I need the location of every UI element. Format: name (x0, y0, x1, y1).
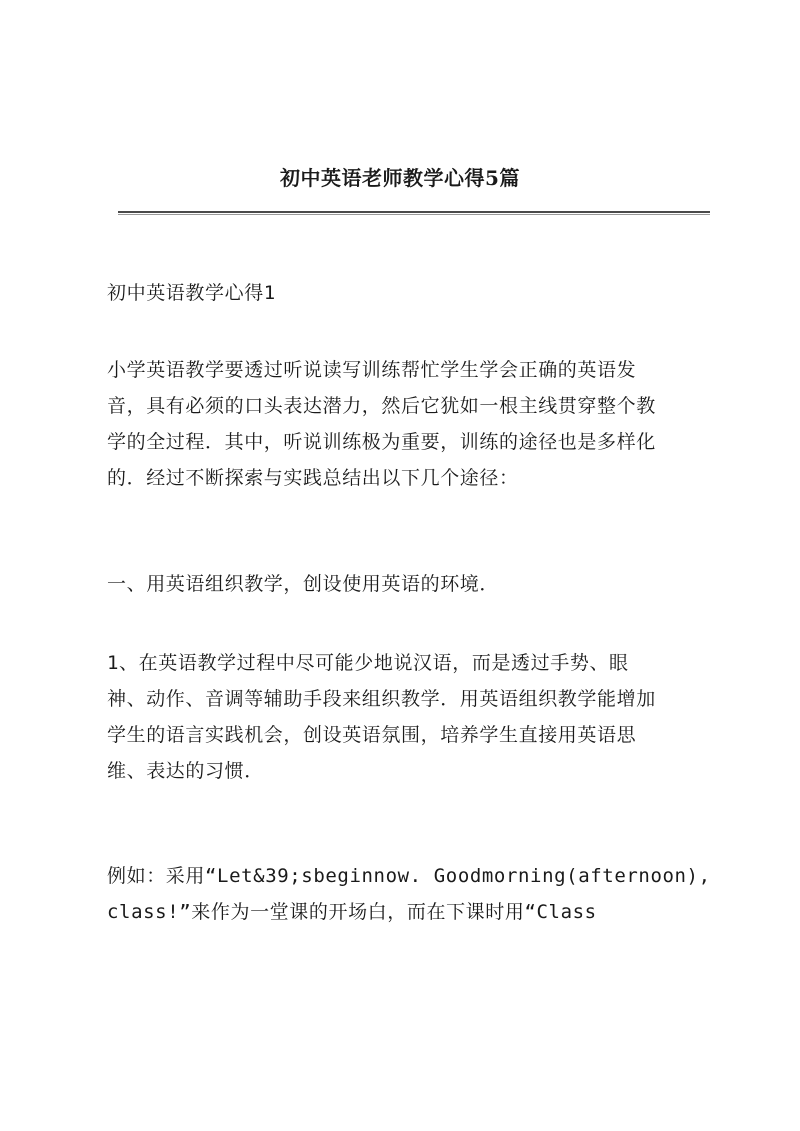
text-line: 学生的语言实践机会，创设英语氛围，培养学生直接用英语思 (107, 724, 637, 746)
text-line: 小学英语教学要透过听说读写训练帮忙学生学会正确的英语发 (107, 359, 637, 381)
text-line: 的．经过不断探索与实践总结出以下几个途径： (107, 467, 519, 489)
paragraph-intro (107, 352, 707, 496)
paragraph-point-one (107, 645, 707, 789)
section-heading: 初中英语教学心得1 (107, 282, 276, 304)
text-line: 维、表达的习惯． (107, 760, 264, 782)
title-divider (118, 211, 710, 215)
text-line: 音，具有必须的口头表达潜力，然后它犹如一根主线贯穿整个教 (107, 395, 656, 417)
text-line: 1、在英语教学过程中尽可能少地说汉语，而是透过手势、眼 (107, 652, 629, 674)
page-title: 初中英语老师教学心得5篇 (280, 166, 520, 190)
paragraph-example (107, 858, 711, 930)
text-line: 一、用英语组织教学，创设使用英语的环境． (107, 573, 500, 595)
paragraph-heading-one (107, 566, 707, 602)
text-line: 神、动作、音调等辅助手段来组织教学．用英语组织教学能增加 (107, 688, 656, 710)
text-line: 例如：采用“Let&39;sbeginnow. Goodmorning(afternoon), (107, 865, 711, 887)
text-line: 学的全过程．其中，听说训练极为重要，训练的途径也是多样化 (107, 431, 656, 453)
text-line: class!”来作为一堂课的开场白，而在下课时用“Class (107, 901, 597, 923)
